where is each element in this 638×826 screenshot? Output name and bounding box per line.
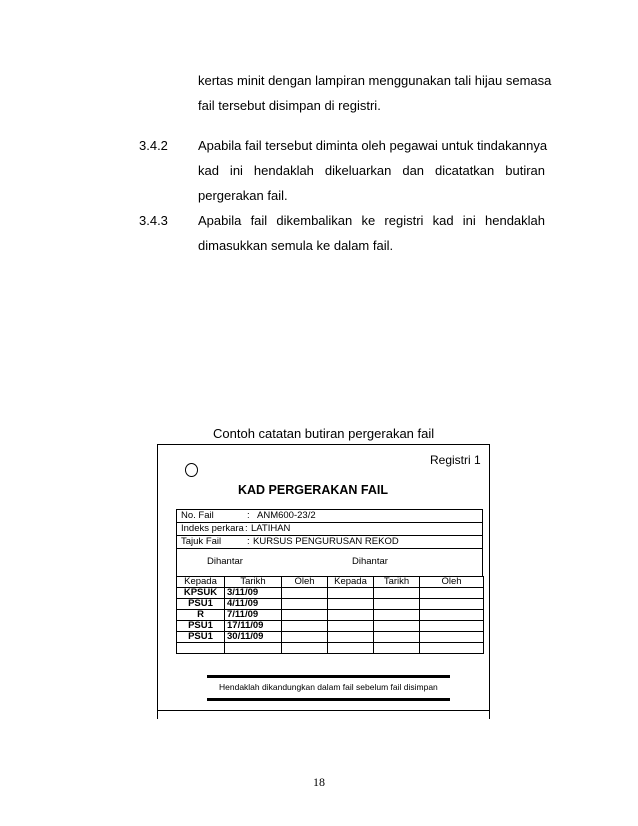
table-cell: [374, 588, 420, 599]
column-header: Kepada: [177, 577, 225, 588]
table-cell: [328, 621, 374, 632]
page-number: 18: [313, 775, 325, 789]
note-top-rule: [207, 675, 450, 678]
punch-hole-circle-icon: [185, 463, 198, 477]
paragraph-341-continuation: [198, 68, 552, 118]
file-title-label: Tajuk Fail: [181, 536, 222, 547]
column-header: Tarikh: [374, 577, 420, 588]
table-cell: 7/11/09: [225, 610, 282, 621]
card-note: Hendaklah dikandungkan dalam fail sebelum fail disimpan: [219, 682, 438, 692]
table-cell: [282, 632, 328, 643]
file-number-value: ANM600-23/2: [257, 510, 316, 521]
table-cell: [420, 588, 484, 599]
subject-index-value: LATIHAN: [251, 523, 291, 534]
file-info-box: [176, 509, 483, 549]
sent-header-left: Dihantar: [207, 556, 243, 567]
registry-label: Registri 1: [430, 453, 481, 467]
note-bottom-rule: [207, 698, 450, 701]
table-cell: PSU1: [177, 599, 225, 610]
file-info-row: [177, 510, 482, 523]
table-cell: [282, 643, 328, 654]
table-cell: [177, 643, 225, 654]
table-cell: [328, 643, 374, 654]
table-cell: [282, 588, 328, 599]
table-cell: [420, 610, 484, 621]
table-cell: [282, 621, 328, 632]
table-cell: [420, 599, 484, 610]
subject-index-label: Indeks perkara: [181, 523, 244, 534]
column-header: Oleh: [282, 577, 328, 588]
table-row: [177, 632, 484, 643]
table-cell: [225, 643, 282, 654]
table-cell: PSU1: [177, 632, 225, 643]
table-cell: [420, 643, 484, 654]
table-cell: [282, 610, 328, 621]
table-cell: [374, 610, 420, 621]
paragraph-343: [198, 208, 545, 258]
table-row: [177, 643, 484, 654]
column-header: Oleh: [420, 577, 484, 588]
table-header-row: [177, 577, 484, 588]
table-cell: [374, 632, 420, 643]
table-cell: PSU1: [177, 621, 225, 632]
paragraph-342: [198, 133, 548, 208]
sent-header-right: Dihantar: [352, 556, 388, 567]
figure-caption: Contoh catatan butiran pergerakan fail: [213, 426, 435, 441]
table-cell: [282, 599, 328, 610]
card-title: KAD PERGERAKAN FAIL: [237, 483, 388, 497]
table-cell: [328, 610, 374, 621]
separator: :: [247, 510, 250, 521]
table-cell: R: [177, 610, 225, 621]
table-cell: [328, 632, 374, 643]
paragraph-line: pergerakan fail.: [198, 188, 288, 203]
paragraph-line: Apabila fail dikembalikan ke registri kad ini hendaklah: [198, 213, 545, 228]
column-header: Kepada: [328, 577, 374, 588]
separator: :: [247, 536, 250, 547]
file-number-label: No. Fail: [181, 510, 214, 521]
table-cell: 17/11/09: [225, 621, 282, 632]
paragraph-line: kad ini hendaklah dikeluarkan dan dicatatkan butiran: [198, 163, 545, 178]
table-cell: [374, 621, 420, 632]
table-cell: 4/11/09: [225, 599, 282, 610]
table-cell: [420, 621, 484, 632]
table-row: [177, 610, 484, 621]
table-row: [177, 588, 484, 599]
paragraph-line: fail tersebut disimpan di registri.: [198, 98, 381, 113]
column-header: Tarikh: [225, 577, 282, 588]
separator: :: [245, 523, 248, 534]
table-cell: [374, 643, 420, 654]
table-cell: [328, 599, 374, 610]
movement-table: [176, 576, 484, 654]
file-title-value: KURSUS PENGURUSAN REKOD: [253, 536, 399, 547]
table-cell: [420, 632, 484, 643]
table-row: [177, 621, 484, 632]
section-number-342: 3.4.2: [139, 138, 168, 153]
paragraph-line: kertas minit dengan lampiran menggunakan tali hijau semasa: [198, 73, 552, 88]
table-row: [177, 599, 484, 610]
section-number-343: 3.4.3: [139, 213, 168, 228]
table-cell: 3/11/09: [225, 588, 282, 599]
card-bottom-rule: [157, 710, 489, 711]
table-cell: 30/11/09: [225, 632, 282, 643]
file-info-row: [177, 523, 482, 536]
paragraph-line: Apabila fail tersebut diminta oleh pegawai untuk tindakannya: [198, 138, 548, 153]
table-cell: [374, 599, 420, 610]
table-cell: KPSUK: [177, 588, 225, 599]
paragraph-line: dimasukkan semula ke dalam fail.: [198, 238, 394, 253]
table-cell: [328, 588, 374, 599]
